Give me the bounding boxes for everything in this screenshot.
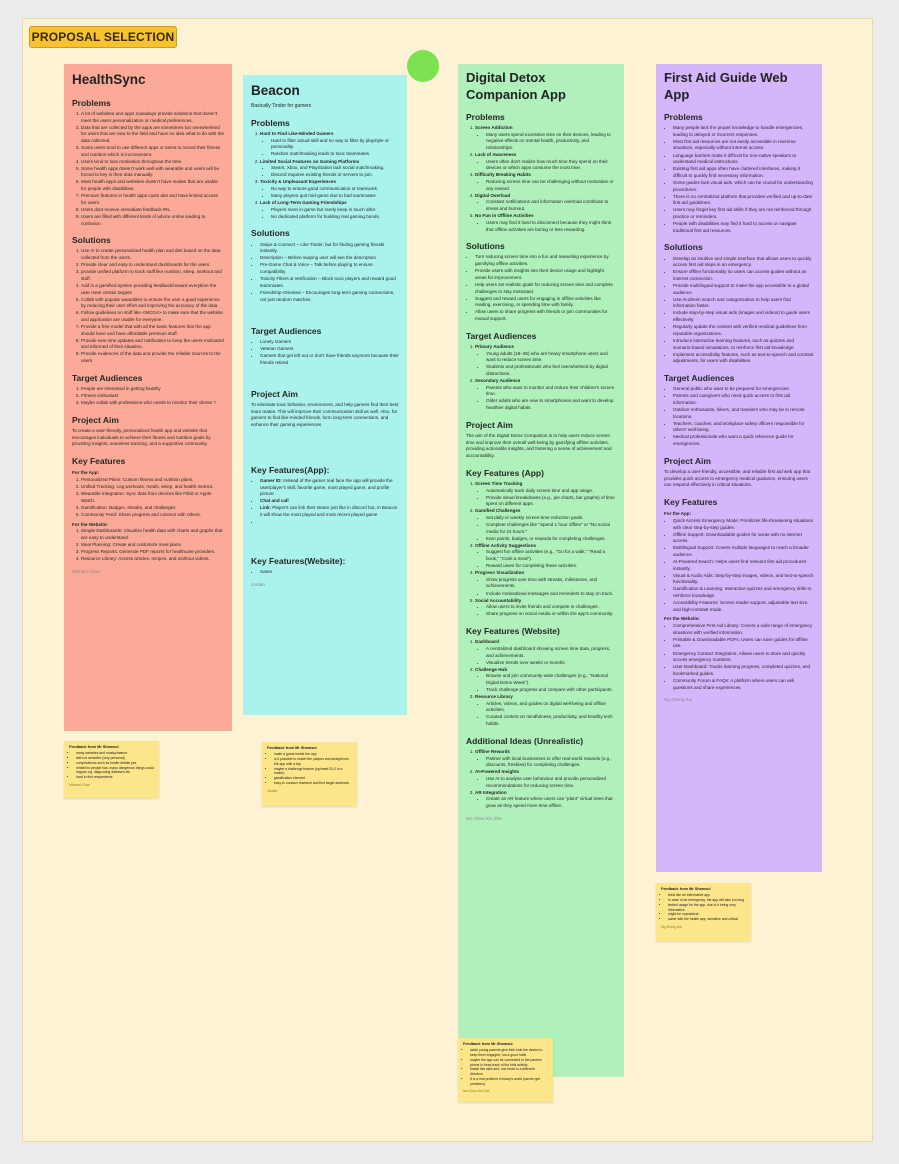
features-app-list [251,478,399,526]
group-title: Primary Audience [475,343,514,349]
section-heading: Project Aim [664,455,711,466]
ideas-list [466,749,616,810]
group-title: Digital Overload [475,192,511,198]
section-heading: Key Features [72,456,126,467]
list-item: • Emergency Contact Integration: Allows users to store and quickly access emergency numbers. [673,651,814,664]
feature-text: Player's can link their steam just like in discord but, in Beacon it will show the most played and most recent played game [260,505,398,517]
list-item: 3. Wearable Integration: Sync data from devices like Fitbit or Apple Watch. [81,491,224,504]
sub-list [475,159,616,172]
list-item: • Provide users with insights into their device usage and highlight areas for improvement. [475,268,616,281]
list-item: • Users may find it hard to disconnect because they might think that offline activities are boring or less rewarding. [486,220,616,233]
group-title: Gamified Challenges [475,508,521,514]
section-heading: Project Aim [72,414,119,425]
list-item: 1. Personalized Plans: Custom fitness and nutrition plans. [81,477,224,484]
list-item: • Existing first aid apps often have cluttered interfaces, making it difficult to quickly find necessary information. [673,166,814,179]
list-item: • Browse and join community-wide challenges (e.g., "National Digital Detox Week"). [486,673,616,686]
list-item: • No dedicated platform for building real gaming bonds. [271,214,399,221]
list-item: • Partner with local businesses to offer real-world rewards (e.g., discounts, freebies) for completing challenges. [486,756,616,769]
list-group [475,570,616,597]
note-author: Ng Zheng Kai [661,924,682,929]
list-group [260,131,399,158]
list-item [260,519,399,526]
list-item: • Parents and caregivers who need quick access to first aid information. [673,393,814,406]
healthsync-card[interactable] [64,64,232,731]
list-item: • Show progress over time with streaks, milestones, and achievements. [486,577,616,590]
group-title: Hard to Find Like-Minded Gamers [260,131,334,137]
note-author: Michael Chan [69,782,90,787]
list-item: • Gamification & Learning: Interactive quizzes and emergency drills to reinforce knowledge. [673,586,814,599]
group-title: Difficulty Breaking Habits [475,172,531,178]
problems-list [664,125,814,234]
feedback-note[interactable] [458,1038,553,1102]
note-title: Feedback from Mr Shamsul [661,887,711,891]
list-item: 2. Meal Planning: Create and customize meal plans. [81,542,224,549]
status-dot [407,50,439,82]
group-title: Screen Time Tracking [475,480,523,486]
list-item: • make a game inside the app [274,752,352,757]
list-item: • Curated content on mindfulness, productivity, and healthy tech habits. [486,714,616,727]
list-item: • Automatically track daily screen time and app usage. [486,488,616,495]
list-item: • Quick Access Emergency Mode: Prioritizes life-threatening situations with clear step-by-step guides. [673,518,814,531]
list-item: • Use AI-driven search and categorization to help users find information faster. [673,297,814,310]
list-item: • Swipe & Connect – Like Tinder, but for finding gaming friends instantly. [260,242,399,255]
list-item: • Friendship-Oriented – Encourages long-term gaming connections, not just random matches. [260,290,399,303]
list-group [475,639,616,666]
sub-list [475,220,616,233]
list-item: • Complete challenges like "Spend 1 hour offline" or "No social media for 24 hours." [486,522,616,535]
list-group [475,125,616,152]
list-item: • Teachers, coaches, and workplace safety officers responsible for others' well-being. [673,421,814,434]
sub-list [475,385,616,412]
feature-label: Gamer ID: [260,477,282,483]
list-item: • Implement accessibility features, such as text-to-speech and contrast adjustments, for users with disabilities. [673,352,814,365]
group-title: Screen Addiction [475,125,513,131]
sub-list [260,186,399,200]
list-group [475,769,616,789]
features-web-label: For the Website: [72,521,108,527]
list-item: 1. A lot of websites and apps nowadays provide solutions that doesn't meet the users personalization or medical preferences. [81,111,224,124]
list-item: • A centralized dashboard showing screen time data, progress, and achievements. [486,646,616,659]
feature-label: Link: [260,505,271,511]
list-item: • Introduce interactive learning features, such as quizzes and scenario-based simulations, to reinforce first aid knowledge. [673,338,814,351]
list-item: • hard to find respondents [76,775,154,780]
list-item: • Offline Support: Downloadable guides for areas with no internet access. [673,532,814,545]
list-item: • User Dashboard: Tracks learning progress, completed quizzes, and bookmarked guides. [673,664,814,677]
group-title: Lack of Awareness [475,152,517,158]
list-item: 8. Users dont receive immediate feedback IRL. [81,207,224,214]
list-item: 3. Progress Reports: Generate PDF reports for healthcare providers. [81,549,224,556]
section-heading: Problems [466,111,505,122]
list-item: • Track challenge progress and compare with other participants. [486,687,616,694]
solutions-list [72,248,224,364]
list-item: • Ensure offline functionality so users can access guides without an internet connection. [673,269,814,282]
author: Michael Chan [72,568,101,574]
list-item: • Same [260,569,399,576]
list-item: • No way to ensure good communication or teamwork. [271,186,399,193]
list-item: • Most first aid resources are not easily accessible in real-time situations, especially without internet access. [673,139,814,152]
section-heading: Problems [251,117,290,128]
list-item: • Install this idea and, can head to a different direction [470,1067,548,1077]
list-group [260,179,399,199]
features-web-list [72,528,224,562]
group-title: Challenge Hub [475,666,508,672]
beacon-card[interactable] [243,75,407,715]
list-group [475,749,616,769]
note-author: Ian Chou Xin Zhe [463,1089,490,1094]
features-app-list [664,518,814,614]
section-heading: Problems [664,111,703,122]
audiences-list [251,339,399,366]
list-item: • Toxicity Filters & Verification – Block toxic players and reward good teammates. [260,276,399,289]
list-item: • Include step-by-step visual aids (images and videos) to guide users effectively. [673,310,814,323]
section-heading: Target Audiences [664,372,735,383]
list-item: 4. Add in a gamified system providing feedback/reward everytime the user meet certain targets [81,283,224,296]
sub-list [475,604,616,618]
section-heading: Target Audiences [251,325,322,336]
list-item: 7. Provide a free model that with all the basic features that the app should have and have affordable premium stuff. [81,324,224,337]
sub-list [475,351,616,378]
section-heading: Key Features (Website) [466,625,560,636]
audiences-list [72,386,224,407]
sub-list [475,515,616,542]
list-item: • People with disabilities may find it hard to access or navigate traditional first aid resources. [673,221,814,234]
list-item: • Users may forget key first aid skills if they are not reinforced through practice or reminders. [673,207,814,220]
sub-list [475,796,616,809]
features-app-label: For the App: [664,511,692,517]
list-item: • Many people lack the proper knowledge to handle emergencies, leading to delayed or incorrect responses. [673,125,814,138]
note-items [463,1048,548,1086]
list-item: • Visual & Audio Aids: Step-by-step images, videos, and text-to-speech functionality. [673,573,814,586]
list-item: • many websites and mostly/mature [76,751,154,756]
group-title: Lack of Long-Term Gaming Friendships [260,200,347,206]
list-item: • Reducing screen time can be challenging without motivation or any reward. [486,179,616,192]
list-item: • Steam, Xbox, and PlayStation lack social matchmaking. [271,165,399,172]
audiences-list [466,344,616,412]
sub-list [260,165,399,179]
list-item: • feels like an informative app [668,893,746,898]
list-item: • Outdoor enthusiasts, hikers, and travelers who may be in remote locations. [673,407,814,420]
list-item: • Players meet in-game but rarely keep in touch after. [271,207,399,214]
sub-list [475,776,616,789]
list-item: • Provide multilingual support to make the app accessible to a global audience. [673,283,814,296]
list-item: • Allow users to invite friends and compete in challenges. [486,604,616,611]
list-item: • Description – Before swiping user will see the description [260,255,399,262]
section-heading: Key Features [664,496,718,507]
feature-text: Instead of the gamer real face the app will provide the user/player's skill, favorite game, most played game, and profile picture [260,477,393,497]
list-group [475,193,616,213]
list-item: • It is a real problem in today's world (screen get problems) [470,1077,548,1087]
group-title: Offline Activity Suggestions [475,542,537,548]
list-item: • Regularly update the content with verified medical guidelines from reputable organizations. [673,324,814,337]
list-item: • Veteran Gamers [260,346,399,353]
list-item: • Help users set realistic goals for reducing screen time and complete challenges to stay motivated. [475,282,616,295]
section-label[interactable]: PROPOSAL SELECTION [29,26,177,48]
list-item: • Students and professionals who feel overwhelmed by digital distractions. [486,364,616,377]
list-item: • Include motivational messages and reminders to stay on track. [486,591,616,598]
list-item: • easy to conduct research and find target audience [274,781,352,786]
group-title: Resource Library [475,694,513,700]
note-author: Jordan [267,788,278,793]
list-group [260,200,399,220]
note-title: Feedback from Mr Shamsul [463,1042,513,1046]
list-item: 9. Provide evidences of the data and provide the reliable sources to the users. [81,351,224,364]
list-item: 4. Resource Library: Access articles, recipes, and workout videos. [81,556,224,563]
list-item: 2. Provide clear and easy to understand dashboards for the users. [81,262,224,269]
list-item: • Allow users to share progress with friends or join communities for mutual support. [475,309,616,322]
list-group [475,378,616,412]
list-group [475,481,616,508]
group-title: Offline Rewards [475,749,510,755]
project-aim: To eliminate toxic behavior, environment, and help gamers find their best team mates. This will improve their communication skill as well. Also, for gamers to find like-minded friends, form long-term connections, and enhance their gaming experiences [251,401,399,427]
feedback-note[interactable] [262,742,357,806]
first-aid-card[interactable] [656,64,822,872]
group-title: No Fun in Offline Activities [475,213,534,219]
list-group [475,790,616,810]
audiences-list [664,386,814,447]
project-aim: To create a user-friendly, personalized health app and website that encourages individuals to achieve their fitness and nutrition goals by providing insights, seamless tracking, and a supportive community. [72,428,211,447]
section-heading: Solutions [72,235,111,246]
section-heading: Solutions [664,242,703,253]
list-group [475,344,616,378]
list-item: • complications such as health details yes [76,761,154,766]
list-item: • Suggest and reward users for engaging in offline activities like reading, exercising, or spending time with family. [475,296,616,309]
card-title: HealthSync [72,72,146,87]
note-title: Feedback from Mr Shamsul [267,746,317,750]
features-web-label: For the Website: [664,616,700,622]
list-item: • Lonely Gamers [260,339,399,346]
list-item: • Use AI to analyse user behaviour and provide personalized recommendations for reducing screen time. [486,776,616,789]
sub-list [475,179,616,192]
problems-list [251,131,399,220]
list-group [260,159,399,179]
list-item: • maybe the app can be connected to the parents phone to keep track of the kids activity [470,1058,548,1068]
list-group [475,508,616,542]
list-group [475,543,616,570]
list-item: • related to people has, many dangerous things could happen eg. diagnosing diseases etc [76,766,154,776]
card-title: First Aid Guide Web App [664,70,788,102]
list-item: • Parents who want to monitor and reduce their children's screen time. [486,385,616,398]
list-item: 7. Premium features in health apps costs alot and have limited access for users. [81,193,224,206]
list-group [475,598,616,618]
list-item: • Reward users for completing these activities. [486,563,616,570]
list-item: • Set daily or weekly screen-time reduction goals. [486,515,616,522]
section-heading: Key Features (App) [466,467,544,478]
group-title: Progress Visualization [475,570,525,576]
list-item: • gamification element [274,776,352,781]
group-title: Toxicity & Unpleasant Experiences [260,179,336,185]
sub-list [475,701,616,728]
list-item: • Gamers that get left out or don't have friends anymore because their friends retired [260,353,399,366]
list-item: 8. Provide new time updates and notification to keep the users motivated and informed of their situation. [81,338,224,351]
list-group [475,694,616,728]
problems-list [466,125,616,233]
list-item: • Community Forum & FAQs: A platform where users can ask questions and share experiences. [673,678,814,691]
list-item: • Random matchmaking leads to toxic teammates. [271,151,399,158]
card-title: Beacon [251,83,300,98]
list-item: 1. Use AI to create personalized health plan and diet based on the data collected from the users. [81,248,224,261]
list-item: • is it possible to match the players and straight into the app with a tap [274,757,352,767]
features-web-list [664,623,814,691]
list-group [475,667,616,694]
list-item: • Medical professionals who want a quick reference guide for emergencies. [673,434,814,447]
list-item: • Some guides lack visual aids, which can be crucial for understanding procedures. [673,180,814,193]
list-item: • There is no centralized platform that provides verified and up-to-date first aid guidelines. [673,194,814,207]
project-aim: The aim of the Digital Detox Companion is to help users reduce screen time and improve their overall well-being by gamifying offline activities, providing actionable insights, and fostering a sense of achievement and accountability. [466,432,612,458]
group-title: Dashboard [475,639,499,645]
list-item: • Accessibility Features: Screen reader support, adjustable text size, and high-contrast mode. [673,600,814,613]
author: Jordan [251,582,266,588]
note-items [661,893,746,922]
author: Ian Chou Xin Zhe [466,815,502,821]
sub-list [260,207,399,221]
list-item: • Many users spend excessive time on their devices, leading to negative effects on mental health, productivity, and relationships. [486,132,616,152]
features-app-list [72,477,224,519]
section-heading: Problems [72,97,111,108]
list-group [475,172,616,192]
feedback-note[interactable] [64,741,159,798]
solutions-list [466,254,616,322]
list-item: 2. Data that are collected by the apps are sometimes too overwhelmed for users that are new to the field and have no idea what to do with the data collected. [81,125,224,145]
section-heading: Target Audiences [466,330,537,341]
list-item: • Language barriers make it difficult for non-native speakers to understand medical instructions. [673,153,814,166]
features-web-list [466,639,616,727]
list-item: • might be unpractical [668,912,746,917]
digital-detox-card[interactable] [458,64,624,1077]
list-item: 4. Users tend to lose motivation throughout the time. [81,159,224,166]
list-item: 9. Users are filled with different kinds of advice online leading to confusion. [81,214,224,227]
sub-list [475,132,616,152]
list-item: • AI-Powered Search: Helps users find relevant first aid procedures instantly. [673,559,814,572]
sub-list [475,199,616,212]
list-item: • aside young parents give their kids the device to keep them engaged, not a good habit [470,1048,548,1058]
card-title: Digital Detox Companion App [466,70,566,102]
list-item: 2. Unified Tracking: Log workouts, meals, sleep, and health metrics. [81,484,224,491]
features-app-label: For the App: [72,470,100,476]
list-item: • Young adults (18–35) who are heavy smartphone users and want to reduce screen time. [486,351,616,364]
group-title: AR Integration [475,789,507,795]
list-group [475,213,616,233]
list-item: • Hard to filter actual skill and no way to filter by playstyle or personality. [271,138,399,151]
feature-label: Chat and call [260,498,289,504]
list-item: • diet not sensitive (very personal) [76,756,154,761]
list-item: 3. provide unified platform to track stuff like nutrition, sleep, workout and stuff. [81,269,224,282]
list-item [260,478,399,498]
project-aim: To develop a user-friendly, accessible, and reliable first aid web app that provides quick access to emergency medical guidance, ensuring users can respond effectively in critical situations. [664,468,811,488]
sub-list [260,138,399,158]
list-item: • Visualize trends over weeks or months. [486,660,616,667]
feedback-note[interactable] [656,883,751,941]
list-item [260,498,399,505]
sub-list [475,577,616,597]
list-item: 5. Collab with popular wearables to ensure the user a good experience by reducing their user effort and improving the accuracy of the data. [81,297,224,310]
section-heading: Additional Ideas (Unrealistic) [466,735,584,746]
list-item: • same with the health app, sensitive and critical [668,917,746,922]
list-item: • Users often don't realize how much time they spend on their devices or which apps consume the most time. [486,159,616,172]
list-item: 1. Simple Dashboards: Visualize health data with charts and graphs that are easy to understand. [81,528,224,541]
list-item: 3. Some users tend to use different apps or items to record their fitness and nutrition which is inconvenient. [81,145,224,158]
list-item: • Develop an intuitive and simple interface that allows users to quickly access first aid steps in an emergency. [673,256,814,269]
solutions-list [251,242,399,303]
list-item: • maybe a challenge feature (up/meet ELO in a match) [274,767,352,777]
group-title: Secondary Audience [475,377,521,383]
list-item: • Pre-Game Chat & Voice – Talk before playing to ensure compatibility. [260,262,399,275]
group-title: AI-Powered Insights [475,769,520,775]
list-item: • Share progress on social media or within the app's community. [486,611,616,618]
sub-list [475,646,616,666]
list-item: • limited usage for the app, due to it being very informative [668,903,746,913]
list-item: • Older adults who are new to smartphones and want to develop healthier digital habits. [486,398,616,411]
features-app-list [466,481,616,618]
list-item: • Turn reducing screen time into a fun and rewarding experience by gamifying offline activities. [475,254,616,267]
list-item: 1. People are interested in getting healthy [81,386,224,393]
list-item: 3. Maybe collab with professions who needs to monitor their clients ? [81,400,224,407]
problems-list [72,111,224,227]
list-item: • Constant notifications and information overload contribute to stress and burnout. [486,199,616,212]
note-items [69,751,154,780]
group-title: Limited Social Features on Gaming Platforms [260,158,360,164]
list-item: • Create an AR feature where users can "plant" virtual trees that grow as they spend more time offline. [486,796,616,809]
list-group [475,152,616,172]
list-item: • Discord requires existing friends or servers to join. [271,172,399,179]
list-item: • Articles, videos, and guides on digital well-being and offline activities. [486,701,616,714]
list-item: • Many players quit mid-game due to bad teammates [271,193,399,200]
list-item: 6. Most health apps and websites doesn't have modes that are usable for people with disabilities. [81,179,224,192]
list-item: 6. Follow guidelines on stuff like <WCGA> to make sure that the website and application are usable for everyone. [81,310,224,323]
list-item: • Suggest fun offline activities (e.g., "Go for a walk," "Read a book," "Cook a meal"). [486,549,616,562]
note-items [267,752,352,785]
list-item: • Provide visual breakdowns (e.g., pie charts, bar graphs) of time spent on different apps. [486,495,616,508]
list-item: 4. Gamification: Badges, streaks, and challenges. [81,505,224,512]
sub-list [475,756,616,769]
list-item: • Comprehensive First Aid Library: Covers a wide range of emergency situations with verified information. [673,623,814,636]
list-item: • General public who want to be prepared for emergencies. [673,386,814,393]
list-item: 5. Some health apps doesn't work well with wearable and users will be forced to key in their data manually. [81,166,224,179]
list-item: • Multilingual Support: Covers multiple languages to reach a broader audience. [673,545,814,558]
features-web-list [251,569,399,576]
sub-list [475,549,616,569]
list-item: 2. Fitness enthusiast [81,393,224,400]
section-heading: Key Features(App): [251,464,330,475]
sub-list [475,673,616,693]
note-title: Feedback from Mr Shamsul [69,745,119,749]
group-title: Social Accountability [475,597,522,603]
list-item: 5. Community Feed: Share progress and connect with others. [81,512,224,519]
section-heading: Solutions [466,241,505,252]
section-heading: Key Features(Website): [251,556,346,567]
section-heading: Project Aim [251,388,298,399]
list-item: • Earn points, badges, or rewards for completing challenges. [486,536,616,543]
list-item: • In case of an emergency, the app will take too long [668,898,746,903]
section-heading: Solutions [251,228,290,239]
sub-list [475,488,616,508]
author: Ng Zheng Kai [664,697,693,703]
list-item: • Printable & Downloadable PDFs: Users can save guides for offline use. [673,637,814,650]
section-heading: Target Audiences [72,372,143,383]
section-heading: Project Aim [466,419,513,430]
card-subtitle: Basically Tinder for gamers [251,102,312,109]
solutions-list [664,256,814,365]
list-item [260,505,399,518]
